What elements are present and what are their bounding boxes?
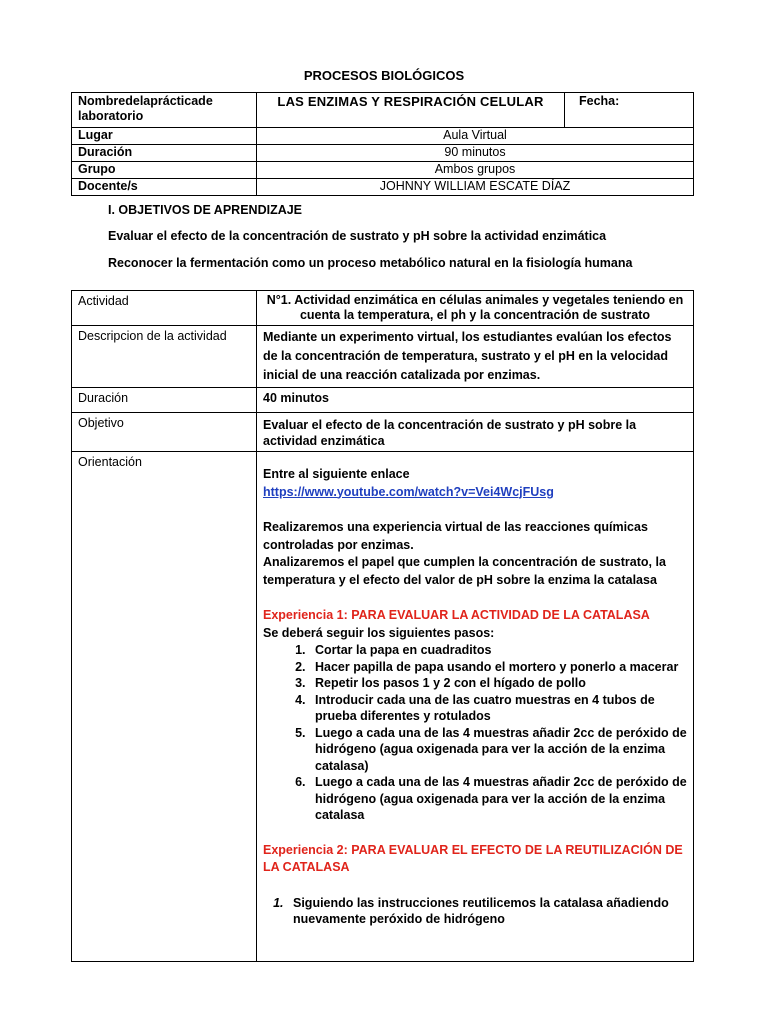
header-row-label: Duración [72,145,257,162]
objectives-heading: I. OBJETIVOS DE APRENDIZAJE [108,203,303,217]
experience-1-steps [263,642,687,824]
duration-value: 40 minutos [257,388,694,413]
experience-1-intro: Se deberá seguir los siguientes pasos: [263,625,495,640]
experience-1-title: Experiencia 1: PARA EVALUAR LA ACTIVIDAD DE LA CATALASA [263,608,650,622]
practice-label: Nombredelaprácticade laboratorio [72,93,257,128]
duration-row [72,388,694,413]
orientation-label: Orientación [72,452,257,962]
header-row-label: Grupo [72,162,257,179]
header-row [72,145,694,162]
header-row-value: 90 minutos [257,145,694,162]
orientation-paragraph: Analizaremos el papel que cumplen la concentración de sustrato, la temperatura y el efecto del valor de pH sobre la enzima la catalasa [263,555,666,587]
orientation-content [257,452,694,962]
objective-row [72,413,694,452]
header-row-label: Lugar [72,128,257,145]
objective-value: Evaluar el efecto de la concentración de sustrato y pH sobre la actividad enzimática [257,413,694,452]
duration-label: Duración [72,388,257,413]
header-row-value: JOHNNY WILLIAM ESCATE DÍAZ [257,179,694,196]
header-row-value: Ambos grupos [257,162,694,179]
header-row [72,179,694,196]
activity-label: Actividad [72,291,257,326]
list-item: 4. Introducir cada una de las cuatro muestras en 4 tubos de prueba diferentes y rotulados [309,692,687,725]
experience-2-title: Experiencia 2: PARA EVALUAR EL EFECTO DE LA REUTILIZACIÓN DE LA CATALASA [263,842,683,874]
date-label: Fecha: [565,93,694,128]
header-row-practice [72,93,694,128]
objective-item: Reconocer la fermentación como un proceso metabólico natural en la fisiología humana [108,256,633,270]
description-row [72,326,694,388]
list-item: 5. Luego a cada una de las 4 muestras añadir 2cc de peróxido de hidrógeno (agua oxigenada para ver la acción de la enzima catalasa) [309,725,687,775]
list-item: 2. Hacer papilla de papa usando el mortero y ponerlo a macerar [309,659,687,676]
list-item: 1. Cortar la papa en cuadraditos [309,642,687,659]
description-value: Mediante un experimento virtual, los estudiantes evalúan los efectos de la concentración de temperatura, sustrato y el pH en la velocidad inicial de una reacción catalizada por enzimas. [257,326,694,388]
activity-table [71,290,694,962]
experience-2-steps [263,895,687,928]
activity-value: N°1. Actividad enzimática en células animales y vegetales teniendo en cuenta la temperatura, el ph y la concentración de sustrato [257,291,694,326]
orientation-paragraph: Realizaremos una experiencia virtual de las reacciones químicas controladas por enzimas. [263,520,648,552]
orientation-row [72,452,694,962]
header-table [71,92,694,196]
objective-item: Evaluar el efecto de la concentración de sustrato y pH sobre la actividad enzimática [108,229,607,243]
objective-label: Objetivo [72,413,257,452]
header-row-label: Docente/s [72,179,257,196]
activity-row [72,291,694,326]
orientation-intro: Entre al siguiente enlace [263,467,410,481]
practice-value: LAS ENZIMAS Y RESPIRACIÓN CELULAR [257,93,565,128]
header-row [72,128,694,145]
list-item: 3. Repetir los pasos 1 y 2 con el hígado de pollo [309,675,687,692]
header-row [72,162,694,179]
list-item: 1. Siguiendo las instrucciones reutilicemos la catalasa añadiendo nuevamente peróxido de hidrógeno [287,895,687,928]
document-title: PROCESOS BIOLÓGICOS [303,68,465,83]
header-row-value: Aula Virtual [257,128,694,145]
video-link[interactable]: https://www.youtube.com/watch?v=Vei4WcjFUsg [263,484,554,499]
list-item: 6. Luego a cada una de las 4 muestras añadir 2cc de peróxido de hidrógeno (agua oxigenada para ver la acción de la enzima catalasa [309,774,687,824]
description-label: Descripcion de la actividad [72,326,257,388]
